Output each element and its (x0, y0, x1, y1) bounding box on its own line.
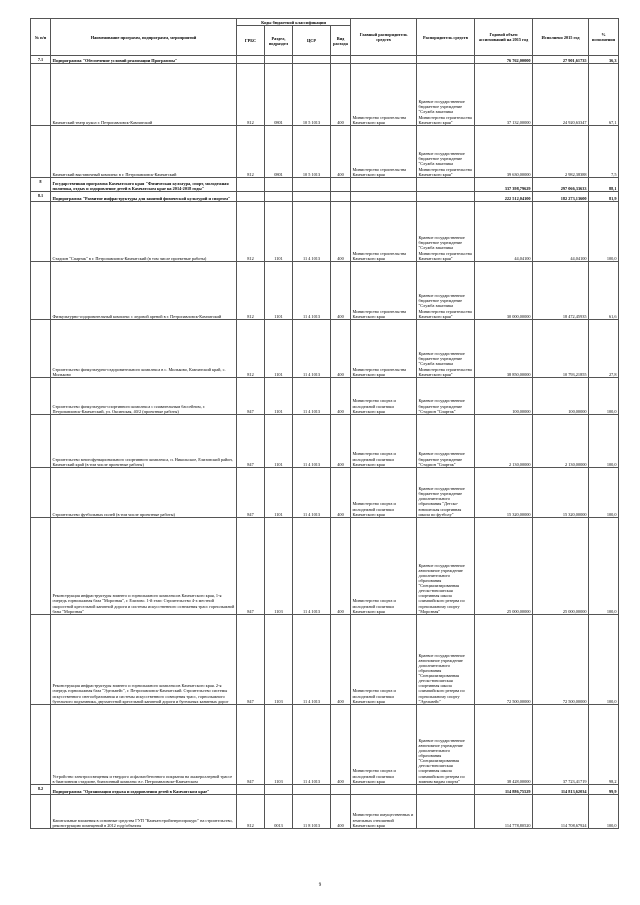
row-name: Подпрограмма "Развитие инфраструктуры для занятий физической культурой и спортом" (51, 192, 237, 202)
row-fact: 2 130,00000 (533, 415, 589, 468)
row-razdel: 1101 (265, 320, 293, 378)
row-recipient (417, 178, 475, 192)
row-csr (293, 785, 331, 795)
row-grbs: 847 (237, 415, 265, 468)
row-percent: 100,0 (589, 378, 619, 415)
header-manager: Главный распорядитель средств (351, 19, 417, 56)
subprogram-row (31, 56, 619, 64)
row-plan: 38 850,00000 (475, 320, 533, 378)
row-percent: 67,1 (589, 64, 619, 126)
row-manager: Министерство спорта и молодежной политики Камчатского края (351, 415, 417, 468)
row-num (31, 320, 51, 378)
row-num (31, 615, 51, 705)
row-percent: 98,2 (589, 705, 619, 785)
row-manager (351, 785, 417, 795)
row-num (31, 518, 51, 615)
row-vr (331, 192, 351, 202)
row-csr: 11 4 1013 (293, 615, 331, 705)
row-grbs (237, 192, 265, 202)
row-percent: 99,9 (589, 785, 619, 795)
row-csr: 11 4 1013 (293, 202, 331, 262)
row-razdel: 1101 (265, 378, 293, 415)
row-vr (331, 178, 351, 192)
row-name: Устройство электроосвещения и твердого асфальтобетонного покрытия на лыжероллерной трассе в биатлонном стадионе, биатлонный комплекс в г. Петропавловске-Камчатском (51, 705, 237, 785)
row-csr (293, 192, 331, 202)
row-name: Физкультурно-оздоровительный комплекс с ледовой ареной в г. Петропавловск-Камчатский (51, 262, 237, 320)
row-csr: 11 8 1013 (293, 795, 331, 829)
row-grbs: 812 (237, 64, 265, 126)
row-grbs (237, 178, 265, 192)
header-csr: ЦСР (293, 26, 331, 56)
row-percent: 100,0 (589, 615, 619, 705)
row-csr (293, 178, 331, 192)
row-fact: 2 982,38388 (533, 126, 589, 178)
row-recipient (417, 795, 475, 829)
row-grbs: 847 (237, 468, 265, 518)
row-recipient (417, 56, 475, 64)
row-razdel: 0801 (265, 126, 293, 178)
row-name: Стадион "Спартак" в г. Петропавловск-Камчатский (в том числе проектные работы) (51, 202, 237, 262)
row-manager: Министерство спорта и молодежной политики Камчатского края (351, 705, 417, 785)
row-recipient: Краевое государственное автономное учреждение дополнительного образования "Специализированная детско-юношеская спортивная школа олимпийского резерва по горнолыжному спорту "Морозная" (417, 518, 475, 615)
row-csr: 11 4 1013 (293, 378, 331, 415)
row-name: Камчатский театр кукол г. Петропавловск-Камчатский (51, 64, 237, 126)
row-csr (293, 56, 331, 64)
row-name: Строительство физкультурно-оздоровительного комплекса в с. Мильково, Камчатский край, с. Мильково (51, 320, 237, 378)
row-manager: Министерство спорта и молодежной политики Камчатского края (351, 615, 417, 705)
row-csr: 10 5 1013 (293, 126, 331, 178)
row-name: Строительство футбольных полей (в том числе проектные работы) (51, 468, 237, 518)
row-manager: Министерство имущественных и земельных отношений Камчатского края (351, 795, 417, 829)
row-grbs: 812 (237, 320, 265, 378)
row-vr: 400 (331, 378, 351, 415)
row-name: Подпрограмма "Обеспечение условий реализации Программы" (51, 56, 237, 64)
row-num (31, 795, 51, 829)
row-plan: 337 398,79629 (475, 178, 533, 192)
row-csr: 11 4 1013 (293, 468, 331, 518)
table-header (31, 19, 619, 56)
table-row (31, 262, 619, 320)
row-vr: 400 (331, 705, 351, 785)
row-plan: 114 778,80520 (475, 795, 533, 829)
row-grbs (237, 785, 265, 795)
row-plan: 15 320,00000 (475, 468, 533, 518)
row-grbs: 847 (237, 378, 265, 415)
row-plan: 38 428,00000 (475, 705, 533, 785)
header-num: № п/п (31, 19, 51, 56)
row-vr (331, 785, 351, 795)
row-fact: 114 813,62034 (533, 785, 589, 795)
row-vr: 400 (331, 415, 351, 468)
row-fact: 182 273,13600 (533, 192, 589, 202)
row-manager: Министерство строительства Камчатского края (351, 262, 417, 320)
row-vr: 400 (331, 615, 351, 705)
row-vr: 400 (331, 518, 351, 615)
row-grbs: 847 (237, 518, 265, 615)
row-vr: 400 (331, 262, 351, 320)
row-percent: 100,0 (589, 202, 619, 262)
subprogram-row (31, 192, 619, 202)
table-row (31, 615, 619, 705)
header-razdel: Раздел, подраздел (265, 26, 293, 56)
row-num (31, 262, 51, 320)
row-num (31, 378, 51, 415)
row-num: 8 (31, 178, 51, 192)
row-plan: 25 000,00000 (475, 518, 533, 615)
row-recipient: Краевое государственное автономное учреждение дополнительного образования "Специализированная детско-юношеская спортивная школа олимпийского резерва по горнолыжному спорту "Эдельвейс" (417, 615, 475, 705)
row-num: 8.1 (31, 192, 51, 202)
row-num (31, 202, 51, 262)
table-body (31, 56, 619, 829)
row-manager: Министерство строительства Камчатского края (351, 320, 417, 378)
table-row (31, 415, 619, 468)
row-csr: 11 4 1013 (293, 320, 331, 378)
row-razdel (265, 178, 293, 192)
row-razdel: 1103 (265, 518, 293, 615)
header-recipient: Распорядитель средств (417, 19, 475, 56)
row-manager: Министерство спорта и молодежной политики Камчатского края (351, 378, 417, 415)
row-recipient: Краевое государственное бюджетное учреждение дополнительного образования "Детско-юношеская спортивная школа по футболу" (417, 468, 475, 518)
row-recipient: Краевое государственное бюджетное учреждение "Служба заказчика Министерства строительства Камчатского края" (417, 64, 475, 126)
budget-table (30, 18, 619, 829)
row-manager (351, 178, 417, 192)
row-num: 8.2 (31, 785, 51, 795)
row-grbs: 812 (237, 795, 265, 829)
row-csr: 10 5 1013 (293, 64, 331, 126)
header-percent: % исполнения (589, 19, 619, 56)
row-razdel (265, 785, 293, 795)
row-razdel: 1101 (265, 202, 293, 262)
row-csr: 11 4 1013 (293, 415, 331, 468)
row-recipient: Краевое государственное бюджетное учреждение "Стадион "Спартак" (417, 415, 475, 468)
row-razdel: 0013 (265, 795, 293, 829)
row-manager: Министерство строительства Камчатского края (351, 64, 417, 126)
row-plan: 72 500,00000 (475, 615, 533, 705)
row-razdel: 1101 (265, 468, 293, 518)
row-name: Строительство многофункционального спортивного комплекса, п. Никольское, Елизовский район, Камчатский край (в том числе проектные работы) (51, 415, 237, 468)
row-plan: 114 886,75529 (475, 785, 533, 795)
row-razdel: 1103 (265, 705, 293, 785)
row-razdel: 1101 (265, 415, 293, 468)
row-vr: 400 (331, 795, 351, 829)
row-num (31, 64, 51, 126)
row-fact: 297 066,33633 (533, 178, 589, 192)
row-fact: 18 472,45935 (533, 262, 589, 320)
row-num (31, 705, 51, 785)
row-fact: 25 000,00000 (533, 518, 589, 615)
row-recipient: Краевое государственное бюджетное учреждение "Служба заказчика Министерства строительства Камчатского края" (417, 320, 475, 378)
row-name: Подпрограмма "Организация отдыха и оздоровления детей в Камчатском крае" (51, 785, 237, 795)
budget-table-sheet (30, 18, 618, 829)
row-fact: 15 320,00000 (533, 468, 589, 518)
row-manager (351, 192, 417, 202)
row-name: Капитальные вложения в основные средства ГУП "Камчатстройэнергопрокурс" на строительство, реконструкцию помещений в 2012 году/объекты (51, 795, 237, 829)
table-row (31, 378, 619, 415)
row-recipient (417, 192, 475, 202)
row-num (31, 415, 51, 468)
row-name: Строительство физкультурно-спортивного комплекса с плавательным бассейном, г. Петропавловск-Камчатский, ул. Оксинская, 40/2 (проектные работы) (51, 378, 237, 415)
row-plan: 30 000,00000 (475, 262, 533, 320)
row-grbs: 812 (237, 202, 265, 262)
row-percent: 100,0 (589, 415, 619, 468)
row-percent: 27,8 (589, 320, 619, 378)
row-csr: 11 4 1013 (293, 262, 331, 320)
row-fact: 24 920,63347 (533, 64, 589, 126)
header-grbs: ГРБС (237, 26, 265, 56)
row-grbs: 847 (237, 615, 265, 705)
row-name: Государственная программа Камчатского края "Физическая культура, спорт, молодежная политика, отдых и оздоровление детей в Камчатском крае на 2014-2018 годы" (51, 178, 237, 192)
header-vr: Вид расхода (331, 26, 351, 56)
row-manager (351, 56, 417, 64)
table-row (31, 518, 619, 615)
row-recipient: Краевое государственное бюджетное учреждение "Стадион "Спартак" (417, 378, 475, 415)
row-fact: 114 708,67924 (533, 795, 589, 829)
row-manager: Министерство строительства Камчатского края (351, 126, 417, 178)
row-percent: 100,0 (589, 795, 619, 829)
page-number: 9 (318, 883, 322, 888)
row-plan: 37 132,00000 (475, 64, 533, 126)
row-fact: 44,04100 (533, 202, 589, 262)
row-manager: Министерство спорта и молодежной политики Камчатского края (351, 518, 417, 615)
row-vr: 400 (331, 202, 351, 262)
row-vr: 400 (331, 126, 351, 178)
row-percent: 100,0 (589, 468, 619, 518)
row-name: Реконструкция инфраструктуры зимнего и горнолыжного комплексов Камчатского края. 2-я очередь горнолыжная база "Эдельвейс", г. Петропавловск-Камчатский. Строительство системы искусственного снегообразования и системы искусственного освещения трасс, горнолыжного бугельного подъемника, двухместной кресельной канатной дороги и бугельных канатных дорог (51, 615, 237, 705)
row-percent: 61,6 (589, 262, 619, 320)
row-grbs: 812 (237, 126, 265, 178)
header-name: Наименование программ, подпрограмм, мероприятий (51, 19, 237, 56)
row-percent: 7,5 (589, 126, 619, 178)
row-fact: 27 901,61735 (533, 56, 589, 64)
table-row (31, 64, 619, 126)
row-recipient: Краевое государственное бюджетное учреждение "Служба заказчика Министерства строительства Камчатского края" (417, 202, 475, 262)
row-num: 7.1 (31, 56, 51, 64)
row-num (31, 126, 51, 178)
row-vr (331, 56, 351, 64)
row-razdel: 1103 (265, 615, 293, 705)
row-plan: 44,04100 (475, 202, 533, 262)
row-plan: 100,00000 (475, 378, 533, 415)
row-fact: 72 500,00000 (533, 615, 589, 705)
header-plan: Годовой объем ассигнований на 2015 год (475, 19, 533, 56)
row-fact: 10 793,21855 (533, 320, 589, 378)
row-csr: 11 4 1013 (293, 705, 331, 785)
row-razdel: 0801 (265, 64, 293, 126)
table-row (31, 202, 619, 262)
row-recipient: Краевое государственное автономное учреждение дополнительного образования "Специализированная детско-юношеская спортивная школа олимпийского резерва по зимним видам спорта" (417, 705, 475, 785)
row-grbs: 812 (237, 262, 265, 320)
subprogram-row (31, 785, 619, 795)
table-row (31, 320, 619, 378)
row-name: Реконструкция инфраструктуры зимнего и горнолыжного комплексов Камчатского края, 1-я очередь горнолыжная база "Морозная", г. Елизово. 1-й этап: Строительство 4-х местной скоростной кресельной канатной дороги и системы искусственного оснежения трасс горнолыжной базы "Морозная" (51, 518, 237, 615)
row-vr: 400 (331, 468, 351, 518)
row-recipient: Краевое государственное бюджетное учреждение "Служба заказчика Министерства строительства Камчатского края" (417, 262, 475, 320)
row-vr: 400 (331, 64, 351, 126)
header-fact: Исполнено 2015 год (533, 19, 589, 56)
row-percent: 88,1 (589, 178, 619, 192)
row-name: Камчатский выставочный комплекс в г. Петропавловск-Камчатский (51, 126, 237, 178)
row-manager: Министерство спорта и молодежной политики Камчатского края (351, 468, 417, 518)
program-row (31, 178, 619, 192)
row-vr: 400 (331, 320, 351, 378)
row-percent: 36,3 (589, 56, 619, 64)
row-percent: 81,9 (589, 192, 619, 202)
table-row (31, 795, 619, 829)
row-plan: 76 762,00000 (475, 56, 533, 64)
table-row (31, 705, 619, 785)
header-codes: Коды бюджетной классификации (237, 19, 351, 26)
table-row (31, 468, 619, 518)
row-razdel (265, 56, 293, 64)
row-percent: 100,0 (589, 518, 619, 615)
row-fact: 100,00000 (533, 378, 589, 415)
row-csr: 11 4 1013 (293, 518, 331, 615)
row-grbs: 847 (237, 705, 265, 785)
row-plan: 39 630,00000 (475, 126, 533, 178)
row-razdel (265, 192, 293, 202)
table-row (31, 126, 619, 178)
row-razdel: 1101 (265, 262, 293, 320)
row-grbs (237, 56, 265, 64)
row-plan: 2 130,00000 (475, 415, 533, 468)
row-recipient: Краевое государственное бюджетное учреждение "Служба заказчика Министерства строительства Камчатского края" (417, 126, 475, 178)
row-recipient (417, 785, 475, 795)
row-num (31, 468, 51, 518)
row-plan: 222 512,04100 (475, 192, 533, 202)
row-manager: Министерство строительства Камчатского края (351, 202, 417, 262)
row-fact: 37 723,41719 (533, 705, 589, 785)
